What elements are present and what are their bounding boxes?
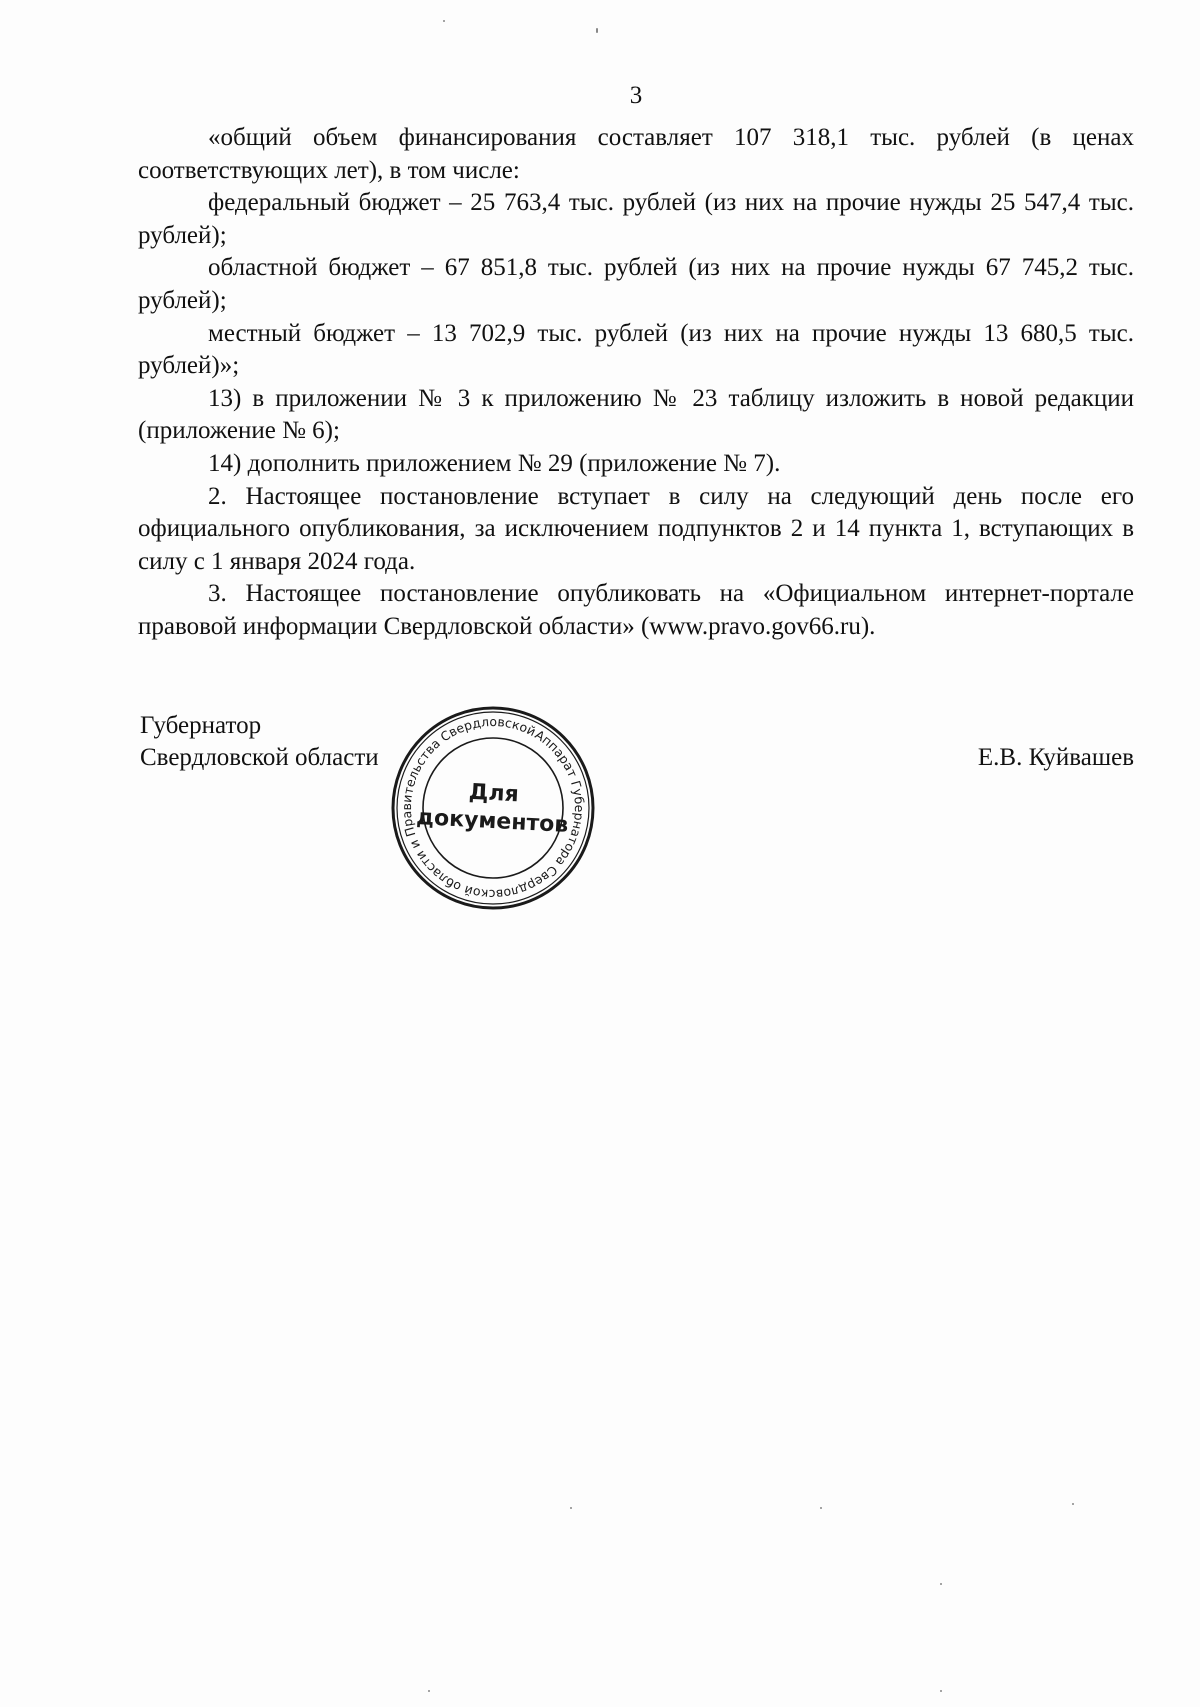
seal-center-line2: документов [415, 805, 569, 838]
paragraph-clause-2: 2. Настоящее постановление вступает в силу на следующий день после его официального опубликования, за исключением подпунктов 2 и 14 пункта 1, вступающих в силу с 1 января 2024 года. [138, 482, 1134, 575]
seal-center-text [382, 697, 605, 920]
paragraph-clause-3: 3. Настоящее постановление опубликовать на «Официальном интернет-портале правовой информации Свердловской области» (www.pravo.gov66.ru). [138, 580, 1134, 640]
signatory-title-line2: Свердловской области [140, 744, 379, 771]
page-number: 3 [629, 82, 643, 109]
scan-speck [1072, 1503, 1074, 1505]
paragraph-item-13: 13) в приложении № 3 к приложению № 23 таблицу изложить в новой редакции (приложение № 6); [138, 384, 1134, 445]
scan-speck [428, 1690, 430, 1692]
paragraph-local-budget: местный бюджет – 13 702,9 тыс. рублей (из них на прочие нужды 13 680,5 тыс. рублей)»; [138, 319, 1134, 380]
signatory-name: Е.В. Куйвашев [977, 744, 1134, 771]
signatory-title [140, 710, 379, 774]
signatory-title-line1: Губернатор [140, 712, 262, 739]
document-body [138, 122, 1134, 644]
scan-speck [940, 1583, 942, 1585]
seal-ring-text: Аппарат Губернатора Свердловской области и Правительства Свердловской [398, 713, 588, 903]
paragraph-item-14: 14) дополнить приложением № 29 (приложение № 7). [208, 449, 781, 477]
scan-speck [820, 1507, 822, 1509]
seal-center-line1: Для [468, 779, 520, 808]
paragraph-regional-budget: областной бюджет – 67 851,8 тыс. рублей (из них на прочие нужды 67 745,2 тыс. рублей); [138, 254, 1134, 314]
official-seal [387, 702, 599, 914]
paragraph-financing-total: «общий объем финансирования составляет 107 318,1 тыс. рублей (в ценах соответствующих лет), в том числе: [138, 124, 1134, 184]
scan-speck [940, 1690, 942, 1692]
paragraph-federal-budget: федеральный бюджет – 25 763,4 тыс. рублей (из них на прочие нужды 25 547,4 тыс. рублей); [138, 189, 1134, 249]
scan-speck [596, 28, 598, 33]
scan-speck [443, 20, 445, 22]
scan-speck [570, 1507, 572, 1509]
